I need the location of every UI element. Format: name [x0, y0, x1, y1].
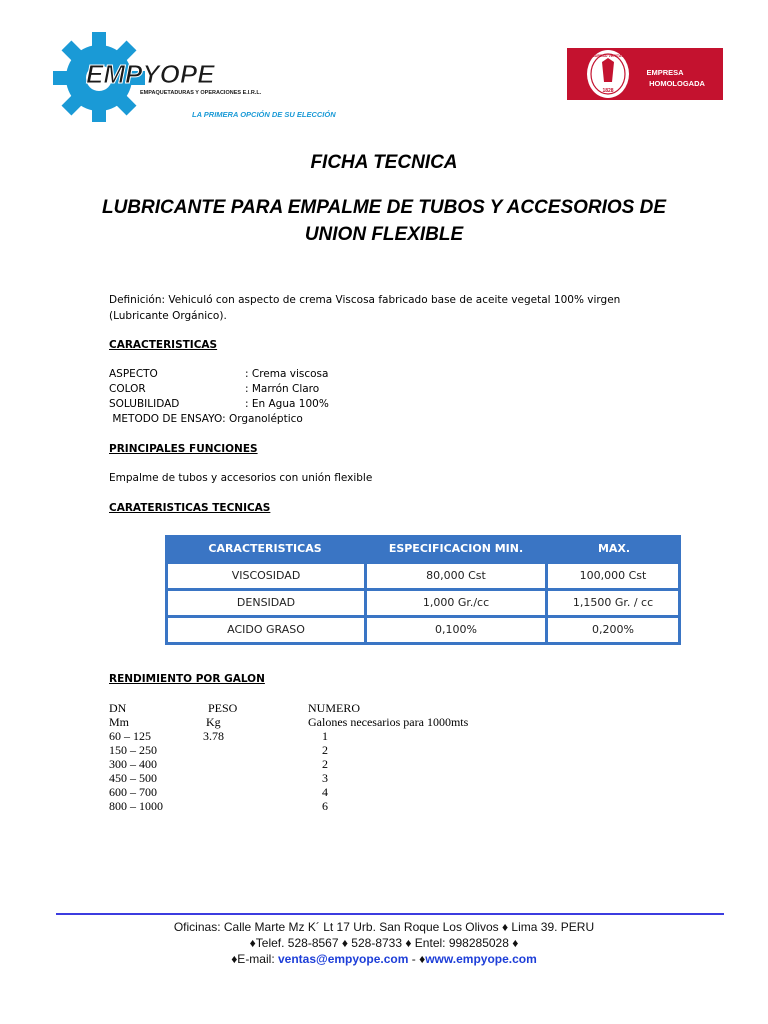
definition-line-2: (Lubricante Orgánico).	[109, 310, 227, 322]
brand-name: EMPYOPE	[86, 59, 215, 89]
slogan: LA PRIMERA OPCIÓN DE SU ELECCIÓN	[192, 110, 336, 119]
product-name-line-2: UNION FLEXIBLE	[304, 224, 464, 245]
yield-heading: RENDIMIENTO POR GALON	[109, 673, 265, 685]
yield-col-peso: PESO	[208, 701, 238, 715]
property-value: : Crema viscosa	[245, 368, 329, 380]
footer-phones: ♦Telef. 528-8567 ♦ 528-8733 ♦ Entel: 998285028 ♦	[249, 936, 519, 950]
property-key: COLOR	[109, 383, 146, 395]
footer-address: Oficinas: Calle Marte Mz K´ Lt 17 Urb. San Roque Los Olivos ♦ Lima 39. PERU	[173, 920, 595, 934]
table-cell: 0,200%	[548, 618, 678, 642]
functions-text: Empalme de tubos y accesorios con unión flexible	[109, 472, 373, 484]
certification-logo	[567, 48, 723, 100]
svg-text:EMPRESA: EMPRESA	[646, 68, 684, 77]
footer-divider	[56, 913, 724, 915]
company-logo	[52, 32, 352, 122]
email-label: ♦E-mail:	[231, 952, 278, 966]
table-cell: DENSIDAD	[168, 591, 364, 615]
table-header-cell: ESPECIFICACION MIN.	[388, 542, 524, 555]
footer-contact: ♦E-mail: ventas@empyope.com - ♦www.empyope.com	[231, 952, 537, 966]
tech-heading: CARATERISTICAS TECNICAS	[109, 502, 271, 514]
property-value: : En Agua 100%	[245, 398, 329, 410]
svg-text:HOMOLOGADA: HOMOLOGADA	[649, 79, 705, 88]
table-header-cell: MAX.	[597, 542, 631, 555]
svg-text:1828: 1828	[602, 88, 614, 94]
table-cell: 100,000 Cst	[548, 564, 678, 588]
test-method: METODO DE ENSAYO: Organoléptico	[109, 413, 303, 425]
brand-subtitle: EMPAQUETADURAS Y OPERACIONES E.I.R.L.	[140, 90, 262, 96]
svg-text:BUREAU VERITAS: BUREAU VERITAS	[592, 54, 624, 58]
table-cell: VISCOSIDAD	[168, 564, 364, 588]
yield-col-numero: NUMERO	[308, 701, 361, 715]
property-key: ASPECTO	[109, 368, 158, 380]
table-cell: 0,100%	[367, 618, 545, 642]
table-header-cell: CARACTERISTICAS	[208, 542, 322, 555]
characteristics-heading: CARACTERISTICAS	[109, 339, 218, 351]
definition-line-1: Definición: Vehiculó con aspecto de crema Viscosa fabricado base de aceite vegetal 100% virgen	[109, 294, 621, 306]
web-marker: ♦	[419, 952, 426, 966]
functions-heading: PRINCIPALES FUNCIONES	[109, 443, 258, 455]
figure-icon	[602, 58, 614, 82]
property-value: : Marrón Claro	[245, 383, 320, 395]
document-title: FICHA TECNICA	[310, 152, 458, 173]
product-name-line-1: LUBRICANTE PARA EMPALME DE TUBOS Y ACCESORIOS DE	[101, 197, 667, 218]
table-cell: ACIDO GRASO	[168, 618, 364, 642]
yield-col-dn: DN	[109, 701, 127, 715]
table-cell: 1,000 Gr./cc	[367, 591, 545, 615]
tech-spec-table	[165, 535, 681, 645]
website-link[interactable]: www.empyope.com	[425, 952, 537, 966]
email-link[interactable]: ventas@empyope.com	[277, 952, 409, 966]
table-cell: 80,000 Cst	[367, 564, 545, 588]
table-cell: 1,1500 Gr. / cc	[548, 591, 678, 615]
property-key: SOLUBILIDAD	[109, 398, 180, 410]
